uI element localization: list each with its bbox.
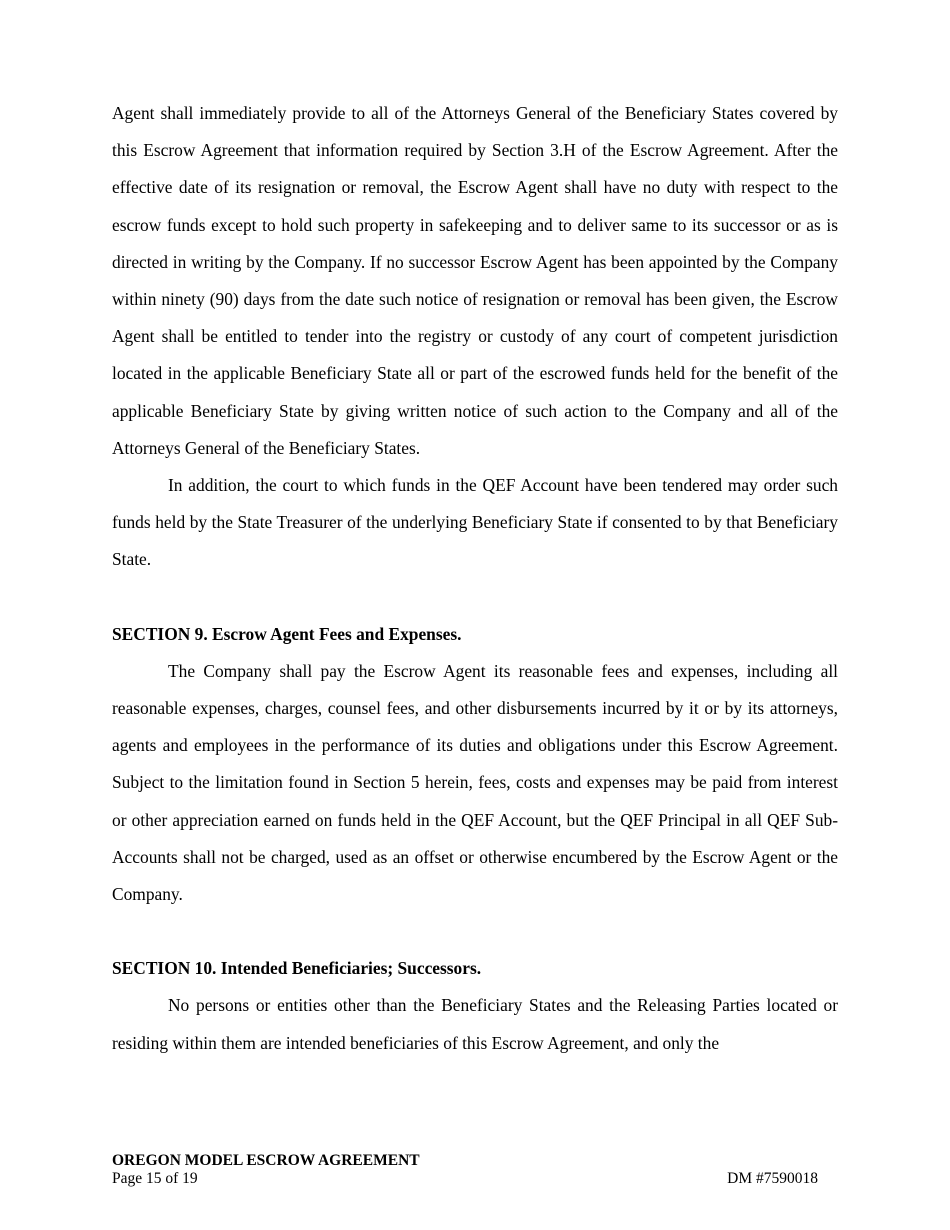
- document-body: [112, 95, 838, 1062]
- section-10-text: No persons or entities other than the Beneficiary States and the Releasing Parties located or residing within them are intended beneficiaries of this Escrow Agreement, and only the: [112, 995, 838, 1053]
- document-number: DM #7590018: [727, 1170, 818, 1187]
- section-9-heading: SECTION 9. Escrow Agent Fees and Expenses.: [112, 623, 462, 644]
- section-10-heading: SECTION 10. Intended Beneficiaries; Successors.: [112, 958, 482, 979]
- paragraph-escrow-agent-resignation: Agent shall immediately provide to all of the Attorneys General of the Beneficiary States covered by this Escrow Agreement that information required by Section 3.H of the Escrow Agreement. After the effective date of its resignation or removal, the Escrow Agent shall have no duty with respect to the escrow funds except to hold such property in safekeeping and to deliver same to its successor or as is directed in writing by the Company. If no successor Escrow Agent has been appointed by the Company within ninety (90) days from the date such notice of resignation or removal has been given, the Escrow Agent shall be entitled to tender into the registry or custody of any court of competent jurisdiction located in the applicable Beneficiary State all or part of the escrowed funds held for the benefit of the applicable Beneficiary State by giving written notice of such action to the Company and all of the Attorneys General of the Beneficiary States.: [112, 103, 838, 458]
- paragraph-court-tender: In addition, the court to which funds in the QEF Account have been tendered may order such funds held by the State Treasurer of the underlying Beneficiary State if consented to by that Beneficiary State.: [112, 475, 838, 570]
- footer-row: [112, 1170, 818, 1188]
- section-9-text: The Company shall pay the Escrow Agent its reasonable fees and expenses, including all reasonable expenses, charges, counsel fees, and other disbursements incurred by it or by its attorneys, agents and employees in the performance of its duties and obligations under this Escrow Agreement. Subject to the limitation found in Section 5 herein, fees, costs and expenses may be paid from interest or other appreciation earned on funds held in the QEF Account, but the QEF Principal in all QEF Sub-Accounts shall not be charged, used as an offset or otherwise encumbered by the Escrow Agent or the Company.: [112, 660, 838, 905]
- footer-document-title: OREGON MODEL ESCROW AGREEMENT: [112, 1152, 420, 1169]
- page-footer: [112, 1152, 818, 1188]
- page-number: Page 15 of 19: [112, 1170, 198, 1187]
